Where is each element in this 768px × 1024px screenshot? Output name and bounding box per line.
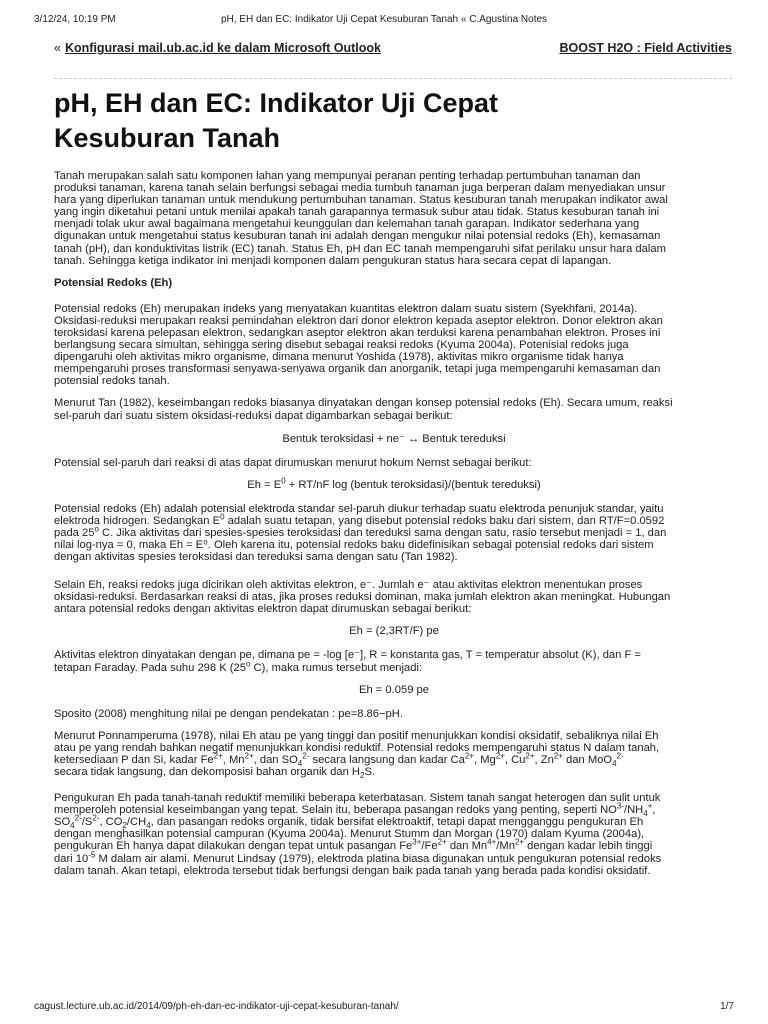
text-part: tetapan Faraday. Pada suhu 298 K (25 — [54, 661, 246, 674]
sup: o — [245, 658, 251, 668]
eq-part: + RT/nF log (bentuk teroksidasi)/(bentuk tereduksi) — [285, 478, 541, 491]
sup: 3- — [616, 801, 624, 811]
paragraph-redox-definition — [54, 303, 734, 388]
eq-sup: 0 — [281, 475, 286, 485]
text-line: dengan menghasilkan potensial campuran (Kyuma 2004a). Menurut Stumm dan Morgan (1970) dalam Kyuma (2004a), — [54, 828, 645, 841]
text-part: /Fe — [421, 840, 438, 853]
sup: 2- — [302, 751, 310, 761]
text-part: secara tidak langsung, dan dekomposisi bahan organik dan H — [54, 766, 360, 778]
text-part: C. Jika aktivitas dari spesies-spesies teroksidasi dan tereduksi sama dengan satu, rasio tersebut menjadi = 1, dan — [98, 526, 667, 539]
text-part: , Mn — [222, 753, 245, 766]
text-part: C), maka rumus tersebut menjadi: — [250, 661, 423, 674]
sup: 2+ — [553, 751, 563, 761]
next-post-link[interactable]: BOOST H2O : Field Activities — [559, 41, 732, 55]
equation-nernst — [54, 475, 734, 491]
sup: 2- — [616, 751, 624, 761]
text-part: S. — [364, 766, 376, 778]
print-datetime: 3/12/24, 10:19 PM — [34, 14, 116, 25]
sup: 2+ — [464, 751, 474, 761]
sub: 2 — [360, 771, 365, 781]
text-line: hara yang diperlukan tanaman untuk mendukung pertumbuhan tanaman. Status kesuburan tanah merupakan indikator awal — [54, 194, 668, 207]
post-navigation — [54, 41, 732, 55]
sub: 4 — [297, 759, 303, 769]
page-number: 1/7 — [720, 1001, 734, 1012]
text-part: dengan kadar lebih tinggi — [524, 840, 653, 853]
text-line: digunakan untuk mengetahui status kesuburan tanah ini adalah dengan mengukur nilai potensial redoks (Eh), kemasaman — [54, 230, 661, 243]
text-line: sel-paruh dari suatu sistem oksidasi-reduksi dapat digambarkan sebagai berikut: — [54, 409, 453, 422]
text-part: /CH — [126, 816, 147, 829]
text-part: adalah suatu tetapan, yang disebut potensial redoks baku dari sistem, dan RT/F=0.0592 — [224, 514, 665, 527]
text-line: Potensial sel-paruh dari reaksi di atas dapat dirumuskan menurut hokum Nernst sebagai berikut: — [54, 456, 532, 469]
sup: 0 — [220, 512, 225, 522]
text-part: /S — [81, 816, 93, 829]
sub: 2 — [122, 821, 127, 831]
print-page-title: pH, EH dan EC: Indikator Uji Cepat Kesuburan Tanah « C.Agustina Notes — [220, 14, 548, 25]
text-line: potensial redoks tanah. — [54, 375, 170, 388]
text-line — [54, 813, 734, 831]
text-part: , dan pasangan redoks organik, tidak bersifat elektroaktif, tetapi dapat mengganggu pengukuran Eh — [150, 816, 644, 829]
print-header — [34, 14, 734, 25]
title-line-1: pH, EH dan EC: Indikator Uji Cepat — [54, 88, 499, 118]
sup: 2- — [92, 813, 100, 823]
text-part: dan Mn — [446, 840, 488, 853]
text-part: SO — [54, 816, 71, 829]
text-line: Potensial redoks (Eh) adalah potensial elektroda standar sel-paruh diukur terhadap suatu elektroda penunjuk standar, yaitu — [54, 502, 664, 515]
article — [54, 86, 734, 887]
sup: 2+ — [244, 751, 254, 761]
text-part: dari 10 — [54, 852, 89, 865]
text-line: dipengaruhi oleh aktivitas mikro organisme, dimana menurut Yoshida (1978), aktivitas mikro organisme tidak hanya — [54, 351, 624, 364]
text-line: menjadi tolak ukur awal bagaimana mengetahui keunggulan dan kelemahan tanah garapan. Indikator sederhana yang — [54, 218, 640, 231]
text-line — [54, 801, 734, 819]
sub: 4 — [70, 821, 75, 831]
paragraph-nernst — [54, 457, 734, 469]
text-part: memperoleh potensial keseimbangan yang tepat. Selain itu, beberapa pasangan redoks yang penting, seperti NO — [54, 804, 617, 817]
title-line-2: Kesuburan Tanah — [54, 123, 281, 153]
eq-part: Eh = E — [247, 478, 282, 491]
sup: 3+ — [412, 837, 422, 847]
paragraph-pe-definition — [54, 649, 734, 673]
text-line: Menurut Ponnamperuma (1978), nilai Eh atau pe yang tinggi dan positif menunjukkan kondisi oksidatif, sebaliknya nilai Eh — [54, 729, 659, 742]
text-line: Sposito (2008) menghitung nilai pe dengan pendekatan : pe=8.86−pH. — [54, 707, 403, 720]
paragraph-ponnamperuma — [54, 729, 734, 781]
sup: 2+ — [525, 751, 535, 761]
article-title — [54, 86, 734, 156]
equation-eh-pe: Eh = (2,3RT/F) pe — [349, 625, 439, 638]
paragraph-sposito — [54, 708, 734, 720]
sub: 4 — [612, 759, 617, 769]
sup: o — [94, 524, 99, 534]
sup: 2+ — [437, 837, 447, 847]
sup: 2+ — [495, 751, 505, 761]
sup: + — [647, 801, 653, 811]
equation-eh-0059: Eh = 0.059 pe — [359, 683, 429, 696]
prev-post-link[interactable]: Konfigurasi mail.ub.ac.id ke dalam Microsoft Outlook — [64, 41, 381, 55]
paragraph-tan — [54, 397, 734, 421]
text-line: yang ingin diketahui petani untuk menilai apakah tanah garapannya termasuk subur atau tidak. Status kesuburan tanah ini — [54, 206, 660, 219]
text-part: /Mn — [496, 840, 515, 853]
text-part: , Zn — [534, 753, 554, 766]
text-line: Tanah merupakan salah satu komponen lahan yang mempunyai peranan penting terhadap pertumbuhan tanaman dan — [54, 170, 641, 182]
text-line — [54, 524, 734, 539]
text-line: tanah (pH), dan konduktivitas listrik (EC) tanah. Status Eh, pH dan EC tanah mempengaruhi sifat perilaku unsur hara dalam — [54, 242, 666, 255]
text-line — [54, 751, 734, 769]
text-line: produksi tanaman, karena tanah selain berfungsi sebagai media tumbuh tanaman juga berperan dalam menyediakan unsur — [54, 182, 666, 195]
divider — [54, 78, 732, 79]
text-part: secara langsung dan kadar Ca — [309, 753, 465, 766]
text-line — [54, 766, 734, 781]
sup: 4+ — [487, 837, 497, 847]
paragraph-electron-activity — [54, 579, 734, 615]
text-line — [54, 849, 734, 865]
text-line: Potensial redoks (Eh) merupakan indeks yang menyatakan kuantitas elektron dalam suatu sistem (Syekhfani, 2014a). — [54, 302, 638, 315]
text-part: , — [652, 804, 656, 817]
paragraph-electrode — [54, 503, 734, 563]
text-line: Aktivitas elektron dinyatakan dengan pe, dimana pe = -log [e⁻], R = konstanta gas, T = temperatur absolut (K), dan F = — [54, 649, 641, 662]
text-line: berlangsung secara simultan, sehingga sering disebut sebagai reaksi redoks (Kyuma 2004a). Potenisial redoks juga — [54, 339, 629, 352]
text-part: ketersediaan P dan Si, kadar Fe — [54, 753, 214, 766]
prev-post — [54, 41, 381, 55]
text-line: nilai log-nya = 0, maka Eh = E⁰. Oleh karena itu, potensial redoks baku didefinisikan sebagai potensial redoks dari sistem — [54, 538, 654, 551]
sub: 4 — [643, 809, 648, 819]
text-line — [54, 658, 734, 674]
intro-paragraph — [54, 170, 734, 267]
text-part: , dan SO — [253, 753, 298, 766]
section-heading: Potensial Redoks (Eh) — [54, 276, 173, 289]
text-part: , Mg — [473, 753, 496, 766]
text-line: dengan aktivitas spesies teroksidasi dan tereduksi sama dengan satu (Tan 1982). — [54, 551, 458, 564]
text-line: mempengaruhi proses transformasi senyawa-senyawa organik dan anorganik, tetapi juga mempengaruhi kemasaman dan — [54, 363, 661, 376]
text-part: elektroda hidrogen. Sedangkan E — [54, 514, 221, 527]
sub: 4 — [146, 821, 151, 831]
sup: 2- — [74, 813, 82, 823]
text-line: atau pe yang rendah bahkan negatif menunjukkan kondisi reduktif. Potensial redoks mempengaruhi status N dalam tanah, — [54, 741, 660, 754]
text-part: , CO — [99, 816, 123, 829]
sup: 2+ — [213, 751, 223, 761]
text-line: Pengukuran Eh pada tanah-tanah reduktif memiliki beberapa keterbatasan. Sistem tanah sangat heterogen dan sulit untuk — [54, 792, 661, 805]
text-part: dan MoO — [562, 753, 613, 766]
text-line: tanah. Sehingga ketiga indikator ini menjadi komponen dalam pengukuran status hara secara cepat di lapangan. — [54, 254, 612, 267]
print-footer — [34, 1001, 734, 1012]
text-line: antara potensial redoks dengan aktivitas elektron dapat dirumuskan sebagai berikut: — [54, 603, 472, 616]
text-part: , Cu — [504, 753, 526, 766]
text-part: /NH — [623, 804, 644, 817]
print-url: cagust.lecture.ub.ac.id/2014/09/ph-eh-dan-ec-indikator-uji-cepat-kesuburan-tanah/ — [34, 1001, 399, 1012]
text-line: Selain Eh, reaksi redoks juga dicirikan oleh aktivitas elektron, e⁻. Jumlah e⁻ atau aktivitas elektron menentukan proses — [54, 579, 643, 592]
text-line: Menurut Tan (1982), keseimbangan redoks biasanya dinyatakan dengan konsep potensial redoks (Eh). Secara umum, reaksi — [54, 397, 673, 410]
text-part: M dalam air alami. Menurut Lindsay (1979), elektroda platina biasa digunakan untuk pengukuran potensial redoks — [95, 852, 662, 865]
text-line: dalam tanah. Akan tetapi, elektroda tersebut tidak berfungsi dengan baik pada tanah yang berada pada kondisi oksidatif. — [54, 864, 651, 877]
sup: 2+ — [514, 837, 525, 847]
text-part: pengukuran Eh hanya dapat dilakukan dengan tepat untuk pasangan Fe — [54, 840, 413, 853]
equation-half-reaction: Bentuk teroksidasi + ne⁻ ↔ Bentuk tereduksi — [282, 432, 506, 445]
prev-arrow-icon: « — [54, 41, 61, 55]
text-line — [54, 512, 734, 527]
text-line: teroksidasi karena pelepasan elektron, sedangkan aseptor elektron akan terduksi karena penambahan elektron. Proses ini — [54, 326, 661, 339]
text-part: pada 25 — [54, 526, 95, 539]
text-line: oksidasi-reduksi. Berdasarkan reaksi di atas, jika proses reduksi dominan, maka jumlah elektron akan meningkat. Hubungan — [54, 591, 671, 604]
text-line — [54, 837, 734, 853]
paragraph-limitations — [54, 792, 734, 877]
text-line: Oksidasi-reduksi merupakan reaksi pemindahan elektron dari donor elektron kepada aseptor elektron. Donor elektron akan — [54, 314, 663, 327]
sup: -5 — [88, 849, 96, 859]
